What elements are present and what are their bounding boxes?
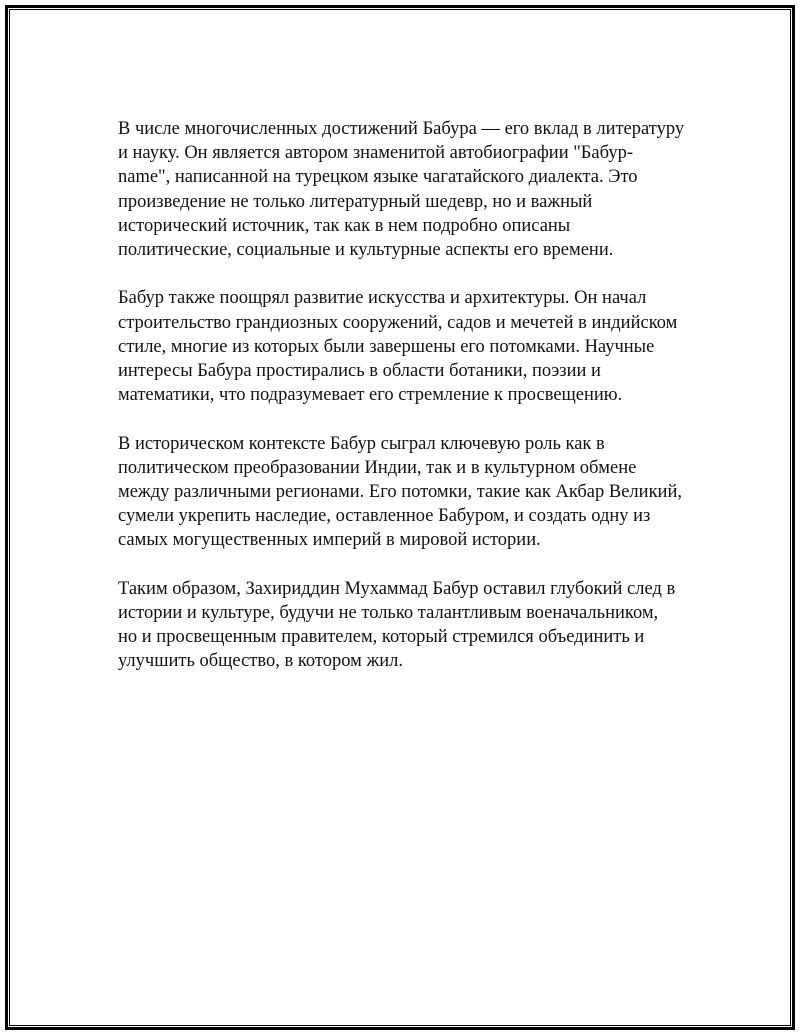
paragraph-4: Таким образом, Захириддин Мухаммад Бабур оставил глубокий след в истории и культуре, будучи не только талантливым военачальником, но и просвещенным правителем, который стремился объединить и улучшить общество, в котором жил. <box>118 578 676 672</box>
paragraph-2: Бабур также поощрял развитие искусства и архитектуры. Он начал строительство грандиозных сооружений, садов и мечетей в индийском стиле, многие из которых были завершены его потомками. Научные интересы Бабура простирались в области ботаники, поэзии и математики, что подразумевает его стремление к просвещению. <box>118 288 678 406</box>
paragraph-1: В числе многочисленных достижений Бабура — его вклад в литературу и науку. Он является автором знаменитой автобиографии "Бабур- name", написанной на турецком языке чагатайского диалекта. Это произведение не только литературный шедевр, но и важный исторический источник, так как в нем подробно описаны политические, социальные и культурные аспекты его времени. <box>118 119 685 261</box>
document-body <box>118 117 698 698</box>
paragraph-3: В историческом контексте Бабур сыграл ключевую роль как в политическом преобразовании Индии, так и в культурном обмене между различными регионами. Его потомки, такие как Акбар Великий, сумели укрепить наследие, оставленное Бабуром, и создать одну из самых могущественных империй в мировой истории. <box>118 433 682 551</box>
